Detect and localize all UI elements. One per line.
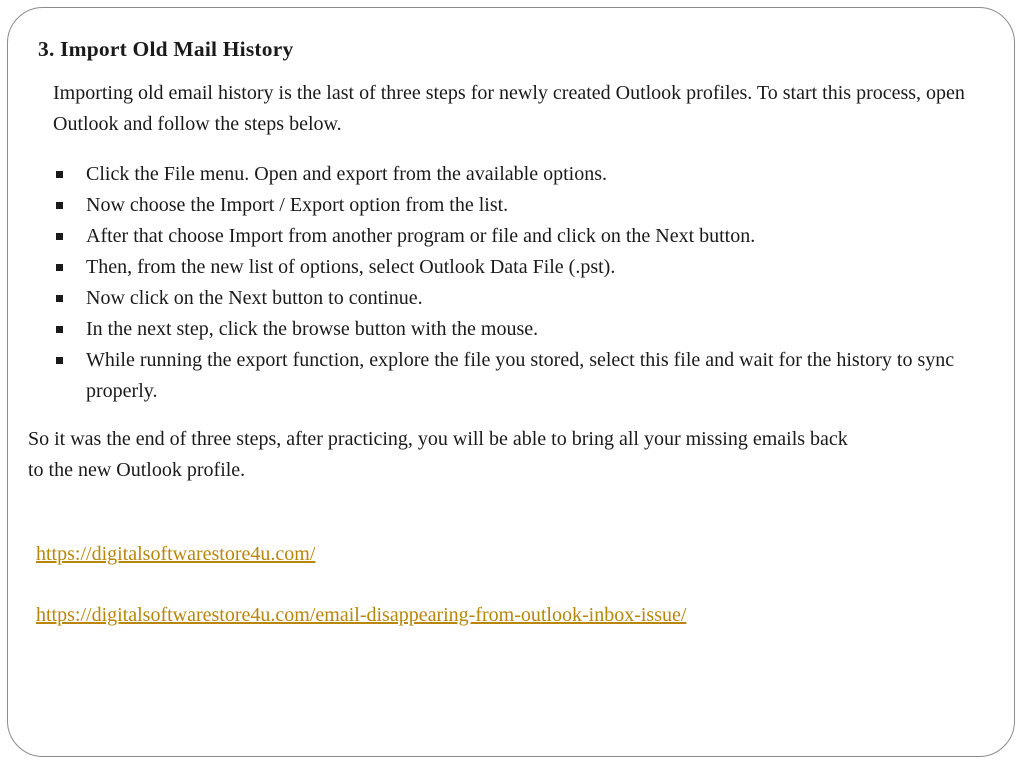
list-item bbox=[53, 159, 973, 190]
square-bullet-icon bbox=[56, 171, 63, 178]
list-item bbox=[53, 345, 973, 407]
list-item bbox=[53, 190, 973, 221]
step-text: After that choose Import from another program or file and click on the Next button. bbox=[86, 225, 756, 247]
closing-paragraph: So it was the end of three steps, after practicing, you will be able to bring all your missing emails back to the new Outlook profile. bbox=[28, 428, 848, 481]
step-text: Click the File menu. Open and export from the available options. bbox=[86, 163, 607, 185]
list-item bbox=[53, 283, 973, 314]
step-text: While running the export function, explore the file you stored, select this file and wait for the history to sync properly. bbox=[86, 349, 955, 402]
homepage-link[interactable]: https://digitalsoftwarestore4u.com/ bbox=[36, 543, 316, 565]
step-text: Now choose the Import / Export option from the list. bbox=[86, 194, 509, 216]
step-text: Now click on the Next button to continue. bbox=[86, 287, 423, 309]
section-heading: 3. Import Old Mail History bbox=[38, 37, 294, 61]
list-item bbox=[53, 221, 973, 252]
square-bullet-icon bbox=[56, 357, 63, 364]
steps-list bbox=[53, 159, 973, 407]
square-bullet-icon bbox=[56, 264, 63, 271]
article-link[interactable]: https://digitalsoftwarestore4u.com/email-disappearing-from-outlook-inbox-issue/ bbox=[36, 604, 687, 626]
step-text: In the next step, click the browse button with the mouse. bbox=[86, 318, 539, 340]
intro-paragraph: Importing old email history is the last of three steps for newly created Outlook profiles. To start this process, open Outlook and follow the steps below. bbox=[53, 82, 965, 135]
slide bbox=[7, 7, 1015, 757]
list-item bbox=[53, 314, 973, 345]
list-item bbox=[53, 252, 973, 283]
step-text: Then, from the new list of options, select Outlook Data File (.pst). bbox=[86, 256, 616, 278]
square-bullet-icon bbox=[56, 202, 63, 209]
square-bullet-icon bbox=[56, 326, 63, 333]
square-bullet-icon bbox=[56, 233, 63, 240]
square-bullet-icon bbox=[56, 295, 63, 302]
